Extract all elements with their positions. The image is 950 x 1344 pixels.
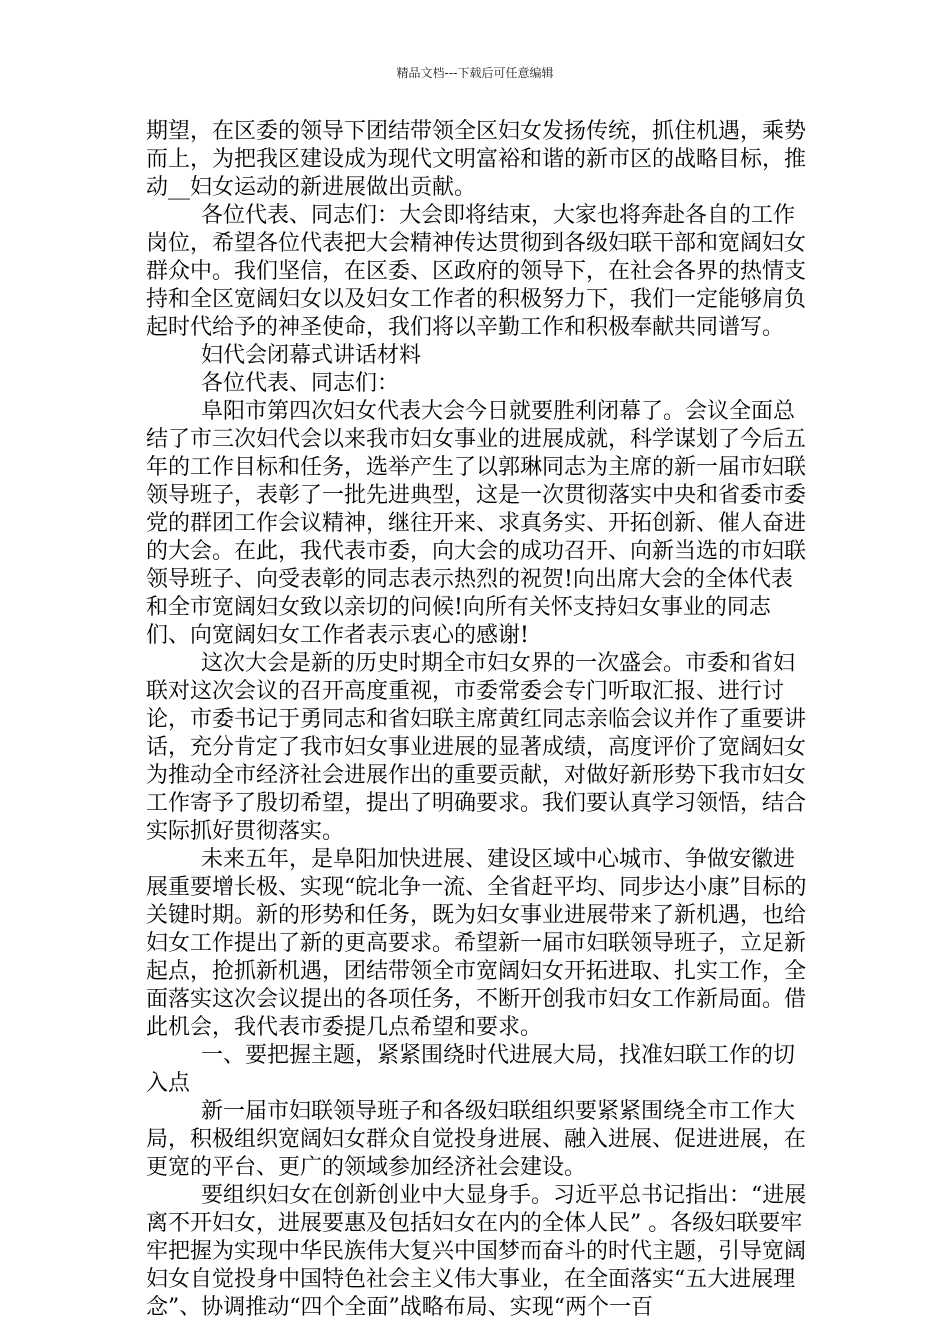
page-header: 精品文档---下载后可任意编辑 <box>396 66 554 80</box>
section-title: 妇代会闭幕式讲话材料 <box>201 343 422 368</box>
paragraph: 期望，在区委的领导下团结带领全区妇女发扬传统，抓住机遇，乘势而上，为把我区建设成为现代文明富裕和谐的新市区的战略目标，推动__妇女运动的新进展做出贡献。 <box>146 119 807 200</box>
paragraph: 未来五年，是阜阳加快进展、建设区域中心城市、争做安徽进展重要增长极、实现“皖北争一流、全省赶平均、同步达小康”目标的关键时期。新的形势和任务，既为妇女事业进展带来了新机遇，也给妇女工作提出了新的更高要求。希望新一届市妇联领导班子，立足新起点，抢抓新机遇，团结带领全市宽阔妇女开拓进取、扎实工作，全面落实这次会议提出的各项任务，不断开创我市妇女工作新局面。借此机会，我代表市委提几点希望和要求。 <box>146 847 807 1040</box>
paragraph: 各位代表、同志们：大会即将结束，大家也将奔赴各自的工作岗位，希望各位代表把大会精神传达贯彻到各级妇联干部和宽阔妇女群众中。我们坚信，在区委、区政府的领导下，在社会各界的热情支持和全区宽阔妇女以及妇女工作者的积极努力下，我们一定能够肩负起时代给予的神圣使命，我们将以辛勤工作和积极奉献共同谱写。 <box>146 203 807 340</box>
paragraph: 阜阳市第四次妇女代表大会今日就要胜利闭幕了。会议全面总结了市三次妇代会以来我市妇女事业的进展成就，科学谋划了今后五年的工作目标和任务，选举产生了以郭琳同志为主席的新一届市妇联领导班子，表彰了一批先进典型，这是一次贯彻落实中央和省委市委党的群团工作会议精神，继往开来、求真务实、开拓创新、催人奋进的大会。在此，我代表市委，向大会的成功召开、向新当选的市妇联领导班子、向受表彰的同志表示热烈的祝贺!向出席大会的全体代表和全市宽阔妇女致以亲切的问候!向所有关怀支持妇女事业的同志们、向宽阔妇女工作者表示衷心的感谢! <box>146 399 807 648</box>
paragraph: 这次大会是新的历史时期全市妇女界的一次盛会。市委和省妇联对这次会议的召开高度重视，市委常委会专门听取汇报、进行讨论，市委书记于勇同志和省妇联主席黄红同志亲临会议并作了重要讲话，充分肯定了我市妇女事业进展的显著成绩，高度评价了宽阔妇女为推动全市经济社会进展作出的重要贡献，对做好新形势下我市妇女工作寄予了殷切希望，提出了明确要求。我们要认真学习领悟，结合实际抓好贯彻落实。 <box>146 651 807 844</box>
document-body <box>146 118 814 1322</box>
salutation: 各位代表、同志们： <box>201 371 400 396</box>
paragraph: 要组织妇女在创新创业中大显身手。习近平总书记指出：“进展离不开妇女，进展要惠及包括妇女在内的全体人民” 。各级妇联要牢牢把握为实现中华民族伟大复兴中国梦而奋斗的时代主题，引导宽阔妇女自觉投身中国特色社会主义伟大事业，在全面落实“五大进展理念”、协调推动“四个全面”战略布局、实现“两个一百 <box>146 1183 807 1320</box>
section-heading: 一、要把握主题，紧紧围绕时代进展大局，找准妇联工作的切入点 <box>146 1043 796 1096</box>
paragraph: 新一届市妇联领导班子和各级妇联组织要紧紧围绕全市工作大局，积极组织宽阔妇女群众自觉投身进展、融入进展、促进进展，在更宽的平台、更广的领域参加经济社会建设。 <box>146 1099 807 1180</box>
